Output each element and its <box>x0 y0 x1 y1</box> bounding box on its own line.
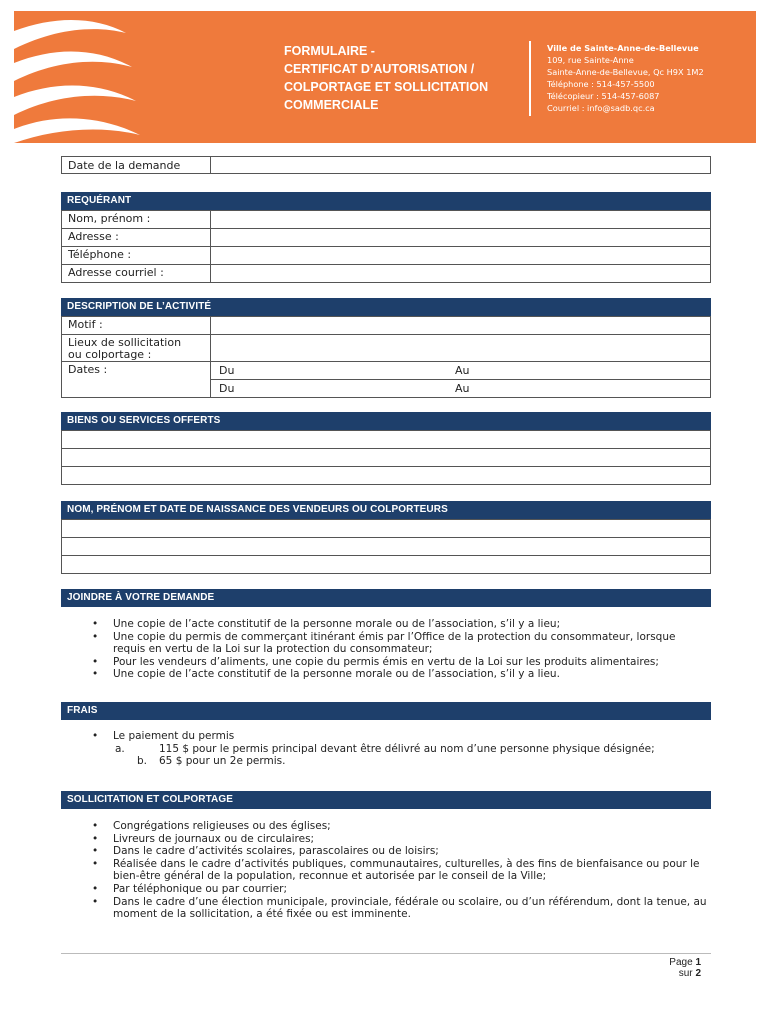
dates-row-1 <box>62 361 710 379</box>
date-demande-label: Date de la demande <box>68 159 181 172</box>
vendeur-line[interactable] <box>62 555 710 573</box>
vendeur-line[interactable] <box>62 537 710 555</box>
wave-logo-icon <box>14 11 144 143</box>
dates-field-2[interactable] <box>210 379 710 397</box>
motif-row <box>62 316 710 334</box>
section-sollicitation-header: SOLLICITATION ET COLPORTAGE <box>61 791 711 809</box>
city-name: Ville de Sainte-Anne-de-Bellevue <box>547 43 699 53</box>
section-requerant-header: REQUÉRANT <box>61 192 711 210</box>
date-demande-field[interactable] <box>210 156 711 174</box>
sollicitation-list <box>113 820 708 921</box>
requerant-phone-row <box>62 246 710 264</box>
page-number: Page 1 sur 2 <box>669 957 701 979</box>
section-activite-header: DESCRIPTION DE L’ACTIVITÉ <box>61 298 711 316</box>
biens-line[interactable] <box>62 430 710 448</box>
address-field[interactable] <box>210 229 710 246</box>
list-item: • Par téléphonique ou par courrier; <box>113 883 708 896</box>
section-joindre-header: JOINDRE À VOTRE DEMANDE <box>61 589 711 607</box>
motif-field[interactable] <box>210 317 710 334</box>
requerant-address-row <box>62 228 710 246</box>
email-address: Courriel : info@sadb.qc.ca <box>547 103 655 113</box>
city-address-block <box>547 42 752 114</box>
city-postal: Sainte-Anne-de-Bellevue, Qc H9X 1M2 <box>547 67 704 77</box>
name-field[interactable] <box>210 211 710 228</box>
requerant-name-row <box>62 210 710 228</box>
street-address: 109, rue Sainte-Anne <box>547 55 634 65</box>
biens-table <box>61 430 711 485</box>
requerant-table <box>61 210 711 283</box>
email-label: Adresse courriel : <box>68 266 164 279</box>
vendeur-line[interactable] <box>62 519 710 537</box>
phone-label: Téléphone : <box>68 248 132 261</box>
frais-sublist <box>115 742 708 768</box>
list-item: • Une copie du permis de commerçant itinérant émis par l’Office de la protection du consommateur, lorsque requis en vertu de la Loi sur la protection du consommateur; <box>113 631 708 656</box>
list-item: • Dans le cadre d’activités scolaires, parascolaires ou de loisirs; <box>113 845 708 858</box>
address-label: Adresse : <box>68 230 119 243</box>
lieux-label: Lieux de sollicitation ou colportage : <box>68 336 182 361</box>
joindre-list <box>113 618 708 681</box>
du-label: Du <box>219 382 235 395</box>
lieux-row <box>62 334 710 361</box>
date-demande-row <box>61 156 711 174</box>
activite-table <box>61 316 711 398</box>
dates-field-1[interactable] <box>210 362 710 379</box>
list-item <box>113 730 708 768</box>
form-title: FORMULAIRE - CERTIFICAT D’AUTORISATION / COLPORTAGE ET SOLLICITATION COMMERCIALE <box>284 44 489 112</box>
header-banner <box>14 11 756 143</box>
fax-number: Télécopieur : 514-457-6087 <box>547 91 660 101</box>
biens-line[interactable] <box>62 448 710 466</box>
sub-list-item: a. 115 $ pour le permis principal devant être délivré au nom d’une personne physique désignée; <box>115 742 655 755</box>
section-biens-header: BIENS OU SERVICES OFFERTS <box>61 412 711 430</box>
list-item: • Dans le cadre d’une élection municipale, provinciale, fédérale ou scolaire, ou d’un référendum, dont la tenue, au moment de la sollicitation, a été fixée ou est imminente. <box>113 896 708 921</box>
phone-number: Téléphone : 514-457-5500 <box>547 79 655 89</box>
dates-row-2 <box>62 379 710 397</box>
frais-item-text: Le paiement du permis <box>113 730 235 742</box>
header-divider <box>529 41 531 116</box>
phone-field[interactable] <box>210 247 710 264</box>
name-label: Nom, prénom : <box>68 212 151 225</box>
list-item: • Une copie de l’acte constitutif de la personne morale ou de l’association, s’il y a lieu. <box>113 668 708 681</box>
au-label: Au <box>455 364 470 377</box>
dates-label: Dates : <box>68 363 108 376</box>
biens-line[interactable] <box>62 466 710 484</box>
list-item: • Livreurs de journaux ou de circulaires; <box>113 833 708 846</box>
vendeurs-table <box>61 519 711 574</box>
list-item: • Réalisée dans le cadre d’activités publiques, communautaires, culturelles, à des fins de bienfaisance ou pour le bien-être général de la population, reconnue et autorisée par le conseil de la Ville; <box>113 858 708 883</box>
email-field[interactable] <box>210 265 710 282</box>
au-label: Au <box>455 382 470 395</box>
du-label: Du <box>219 364 235 377</box>
footer-divider <box>61 953 711 954</box>
list-item: • Congrégations religieuses ou des églises; <box>113 820 708 833</box>
requerant-email-row <box>62 264 710 282</box>
section-frais-header: FRAIS <box>61 702 711 720</box>
motif-label: Motif : <box>68 318 103 331</box>
lieux-field[interactable] <box>210 335 710 361</box>
section-vendeurs-header: NOM, PRÉNOM ET DATE DE NAISSANCE DES VENDEURS OU COLPORTEURS <box>61 501 711 519</box>
sub-list-item: b. 65 $ pour un 2e permis. <box>137 755 286 768</box>
frais-list <box>113 730 708 768</box>
list-item: • Une copie de l’acte constitutif de la personne morale ou de l’association, s’il y a lieu; <box>113 618 708 631</box>
list-item: • Pour les vendeurs d’aliments, une copie du permis émis en vertu de la Loi sur les produits alimentaires; <box>113 656 708 669</box>
